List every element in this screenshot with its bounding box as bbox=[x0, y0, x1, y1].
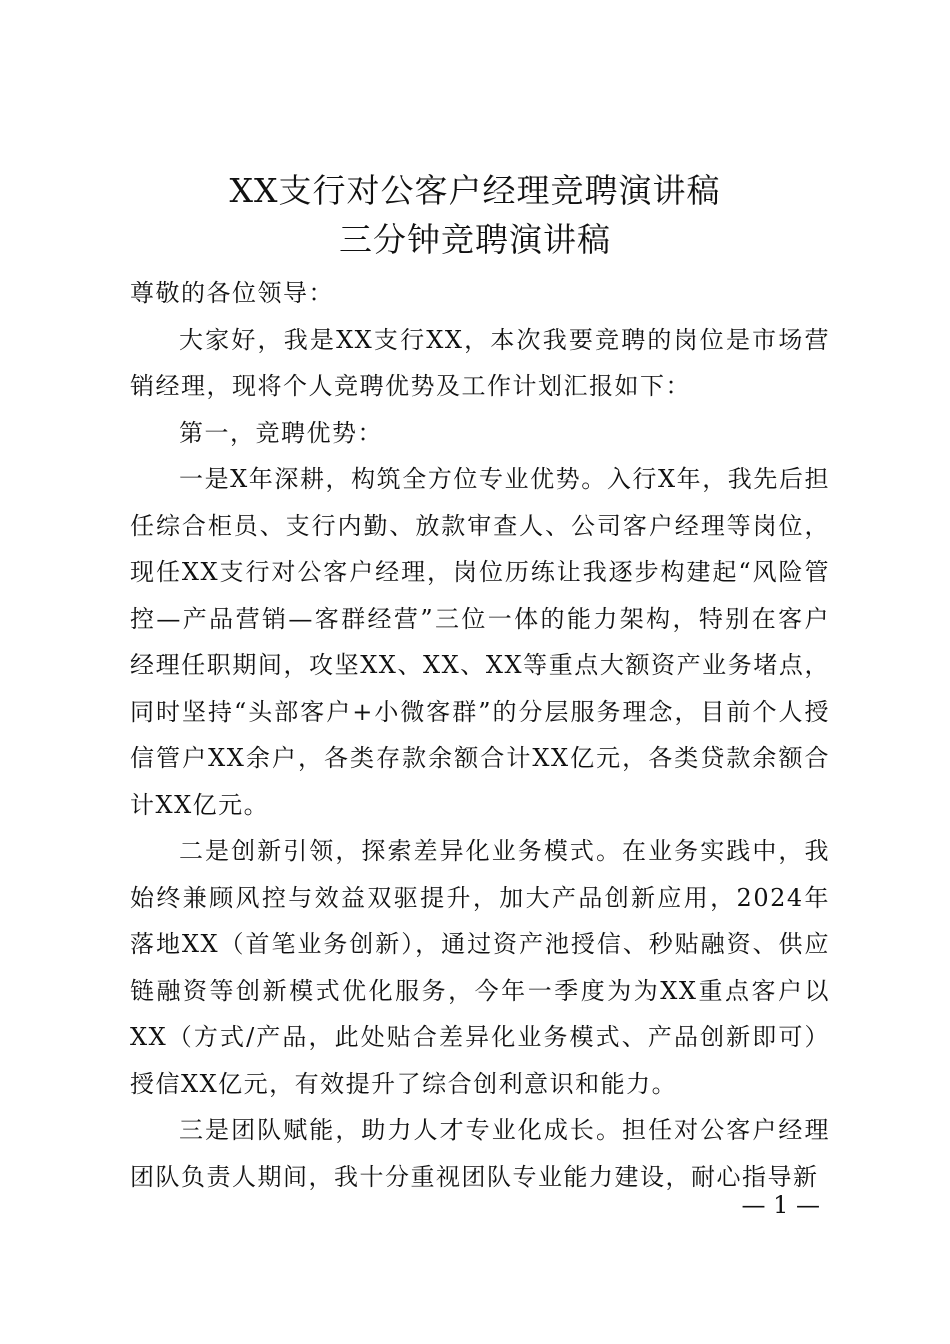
page-number: — 1 — bbox=[741, 1191, 820, 1219]
salutation: 尊敬的各位领导： bbox=[130, 279, 334, 307]
title-line-2: 三分钟竞聘演讲稿 bbox=[339, 220, 611, 259]
document-title bbox=[0, 166, 950, 264]
paragraph-greeting: 大家好，我是XX支行XX，本次我要竞聘的岗位是市场营销经理，现将个人竞聘优势及工作计划汇报如下： bbox=[130, 325, 830, 400]
title-line-1: XX支行对公客户经理竞聘演讲稿 bbox=[229, 171, 721, 210]
paragraph-advantage-1: 一是X年深耕，构筑全方位专业优势。入行X年，我先后担任综合柜员、支行内勤、放款审查人、公司客户经理等岗位，现任XX支行对公客户经理，岗位历练让我逐步构建起“风险管控—产品营销—客群经营”三位一体的能力架构，特别在客户经理任职期间，攻坚XX、XX、XX等重点大额资产业务堵点，同时坚持“头部客户+小微客群”的分层服务理念，目前个人授信管户XX余户，各类存款余额合计XX亿元，各类贷款余额合计XX亿元。 bbox=[130, 465, 830, 819]
paragraph-advantage-3: 三是团队赋能，助力人才专业化成长。担任对公客户经理团队负责人期间，我十分重视团队专业能力建设，耐心指导新 bbox=[130, 1116, 830, 1191]
paragraph-advantage-2: 二是创新引领，探索差异化业务模式。在业务实践中，我始终兼顾风控与效益双驱提升，加大产品创新应用，2024年落地XX（首笔业务创新），通过资产池授信、秒贴融资、供应链融资等创新模式优化服务，今年一季度为为XX重点客户以XX（方式/产品，此处贴合差异化业务模式、产品创新即可）授信XX亿元，有效提升了综合创利意识和能力。 bbox=[130, 837, 830, 1098]
document-body bbox=[130, 270, 830, 1200]
section-heading-advantages: 第一，竞聘优势： bbox=[179, 418, 383, 447]
